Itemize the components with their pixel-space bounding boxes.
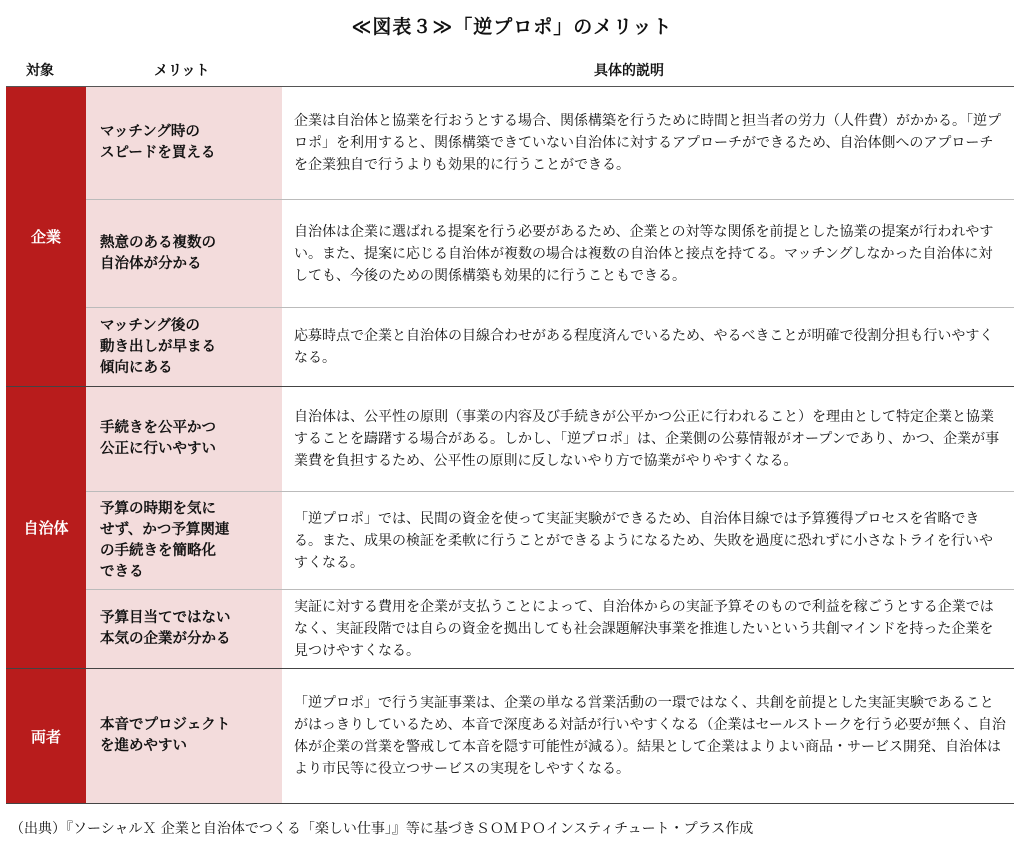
description-text: 応募時点で企業と自治体の目線合わせがある程度済んでいるため、やるべきことが明確で役割分担も行いやすくなる。 xyxy=(294,328,994,366)
table-row xyxy=(86,87,1014,200)
table-row xyxy=(86,387,1014,492)
description-cell xyxy=(282,387,1014,491)
header-merit: メリット xyxy=(154,63,210,79)
merit-cell: 手続きを公平かつ 公正に行いやすい xyxy=(86,387,282,491)
description-text: 実証に対する費用を企業が支払うことによって、自治体からの実証予算そのもので利益を稼ごうとする企業ではなく、実証段階では自らの資金を拠出しても社会課題解決事業を推進したいという共創マインドを持った企業を見つけやすくなる。 xyxy=(294,599,994,659)
group-rows xyxy=(86,87,1014,386)
category-label: 自治体 xyxy=(6,387,86,668)
merit-cell: マッチング後の 動き出しが早まる 傾向にある xyxy=(86,308,282,386)
category-label: 両者 xyxy=(6,669,86,803)
source-note: （出典）『ソーシャルＸ 企業と自治体でつくる「楽しい仕事」』等に基づきＳＯＭＰＯインスティチュート・プラス作成 xyxy=(10,821,754,837)
table-header xyxy=(6,54,1014,84)
description-text: 「逆プロポ」では、民間の資金を使って実証実験ができるため、自治体目線では予算獲得プロセスを省略できる。また、成果の検証を柔軟に行うことができるようになるため、失敗を過度に恐れずに小さなトライを行いやすくなる。 xyxy=(294,510,994,571)
group-rows xyxy=(86,669,1014,803)
description-cell xyxy=(282,200,1014,307)
merit-cell: マッチング時の スピードを買える xyxy=(86,87,282,199)
table-row xyxy=(86,669,1014,803)
group-company xyxy=(6,87,1014,387)
table-row xyxy=(86,308,1014,386)
group-municipality xyxy=(6,387,1014,669)
description-cell xyxy=(282,492,1014,589)
table-row xyxy=(86,492,1014,590)
group-rows xyxy=(86,387,1014,668)
description-text: 自治体は企業に選ばれる提案を行う必要があるため、企業との対等な関係を前提とした協業の提案が行われやすい。また、提案に応じる自治体が複数の場合は複数の自治体と接点を持てる。マッチングしなかった自治体に対しても、今後のための関係構築も効果的に行うこともできる。 xyxy=(294,223,994,284)
description-cell xyxy=(282,669,1014,803)
description-cell xyxy=(282,87,1014,199)
category-label: 企業 xyxy=(6,87,86,386)
table-row xyxy=(86,590,1014,668)
description-cell xyxy=(282,308,1014,386)
header-target: 対象 xyxy=(26,63,54,79)
merit-table xyxy=(6,86,1014,804)
group-both xyxy=(6,669,1014,804)
description-text: 企業は自治体と協業を行おうとする場合、関係構築を行うために時間と担当者の労力（人件費）がかかる。「逆プロポ」を利用すると、関係構築できていない自治体に対するアプローチができるため、自治体側へのアプローチを企業独自で行うよりも効果的に行うことができる。 xyxy=(294,113,1001,173)
merit-cell: 予算の時期を気に せず、かつ予算関連 の手続きを簡略化 できる xyxy=(86,492,282,589)
description-text: 自治体は、公平性の原則（事業の内容及び手続きが公平かつ公正に行われること）を理由として特定企業と協業することを躊躇する場合がある。しかし、「逆プロポ」は、企業側の公募情報がオープンであり、かつ、企業が事業費を負担するため、公平性の原則に反しないやり方で協業がやりやすくなる。 xyxy=(294,409,1000,469)
merit-cell: 熱意のある複数の 自治体が分かる xyxy=(86,200,282,307)
description-cell xyxy=(282,590,1014,668)
header-description: 具体的説明 xyxy=(594,63,664,79)
table-row xyxy=(86,200,1014,308)
description-text: 「逆プロポ」で行う実証事業は、企業の単なる営業活動の一環ではなく、共創を前提とした実証実験であることがはっきりしているため、本音で深度ある対話が行いやすくなる（企業はセールストークを行う必要が無く、自治体が企業の営業を警戒して本音を隠す可能性が減る）。結果として企業はよりよい商品・サービス開発、自治体はより市民等に役立つサービスの実現をしやすくなる。 xyxy=(294,695,1006,777)
merit-cell: 本音でプロジェクト を進めやすい xyxy=(86,669,282,803)
figure-title: ≪図表３≫「逆プロポ」のメリット xyxy=(351,16,673,38)
merit-cell: 予算目当てではない 本気の企業が分かる xyxy=(86,590,282,668)
